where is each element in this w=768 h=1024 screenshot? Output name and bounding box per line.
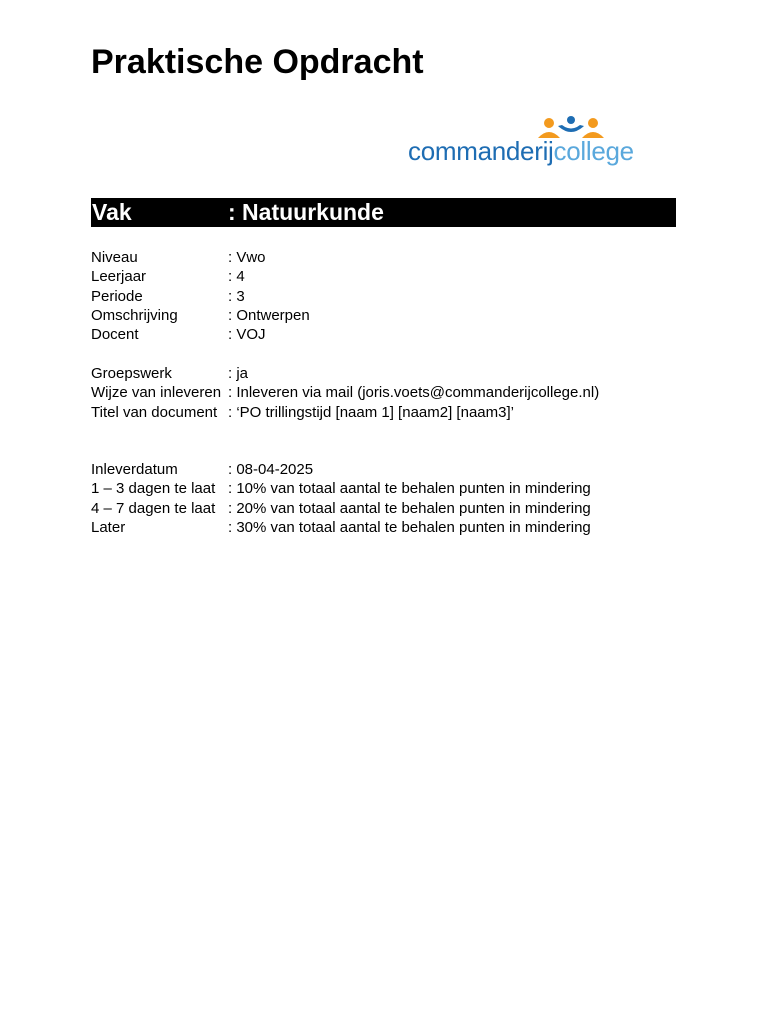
info-value: : 3 bbox=[228, 287, 245, 305]
info-row-omschrijving bbox=[91, 306, 691, 325]
deadline-label: Inleverdatum bbox=[91, 461, 178, 478]
info-row-docent bbox=[91, 325, 691, 344]
deadline-value: : 20% van totaal aantal te behalen punten in mindering bbox=[228, 499, 591, 517]
info-value: : Vwo bbox=[228, 249, 266, 266]
submission-row-titel bbox=[91, 403, 691, 422]
subject-bar bbox=[91, 198, 676, 227]
info-block bbox=[91, 248, 691, 344]
deadline-block bbox=[91, 460, 691, 537]
deadline-row-later bbox=[91, 518, 691, 537]
info-row-leerjaar bbox=[91, 267, 691, 286]
deadline-label: 4 – 7 dagen te laat bbox=[91, 499, 216, 517]
info-row-niveau bbox=[91, 248, 691, 267]
submission-value: : ‘PO trillingstijd [naam 1] [naam2] [naam3]’ bbox=[228, 403, 514, 421]
logo-text-college: college bbox=[553, 136, 634, 166]
deadline-value: : 08-04-2025 bbox=[228, 461, 314, 478]
school-logo bbox=[408, 116, 676, 168]
info-label: Leerjaar bbox=[91, 268, 147, 286]
deadline-label: 1 – 3 dagen te laat bbox=[91, 480, 216, 498]
page-title: Praktische Opdracht bbox=[91, 43, 424, 81]
info-label: Omschrijving bbox=[91, 306, 178, 324]
deadline-row-1-3-days bbox=[91, 479, 691, 498]
submission-row-wijze bbox=[91, 383, 691, 402]
deadline-value: : 10% van totaal aantal te behalen punten in mindering bbox=[228, 480, 591, 498]
deadline-row-inleverdatum bbox=[91, 460, 691, 479]
submission-row-groepswerk bbox=[91, 364, 691, 383]
info-value: : Ontwerpen bbox=[228, 306, 310, 324]
info-label: Periode bbox=[91, 287, 143, 305]
submission-label: Titel van document bbox=[91, 403, 218, 421]
info-value: : 4 bbox=[228, 268, 245, 286]
logo-wordmark bbox=[408, 136, 634, 166]
subject-value: : Natuurkunde bbox=[228, 199, 384, 225]
deadline-row-4-7-days bbox=[91, 499, 691, 518]
info-row-periode bbox=[91, 287, 691, 306]
deadline-label: Later bbox=[91, 518, 126, 536]
submission-value: : Inleveren via mail (joris.voets@commanderijcollege.nl) bbox=[228, 384, 600, 402]
subject-label: Vak bbox=[92, 199, 132, 225]
info-value: : VOJ bbox=[228, 326, 266, 344]
submission-label: Groepswerk bbox=[91, 365, 172, 382]
info-label: Niveau bbox=[91, 249, 138, 266]
submission-label: Wijze van inleveren bbox=[91, 384, 222, 402]
submission-value: : ja bbox=[228, 365, 249, 382]
submission-block bbox=[91, 364, 691, 422]
deadline-value: : 30% van totaal aantal te behalen punten in mindering bbox=[228, 518, 591, 536]
logo-text-commanderij: commanderij bbox=[408, 136, 554, 166]
info-label: Docent bbox=[91, 326, 139, 344]
